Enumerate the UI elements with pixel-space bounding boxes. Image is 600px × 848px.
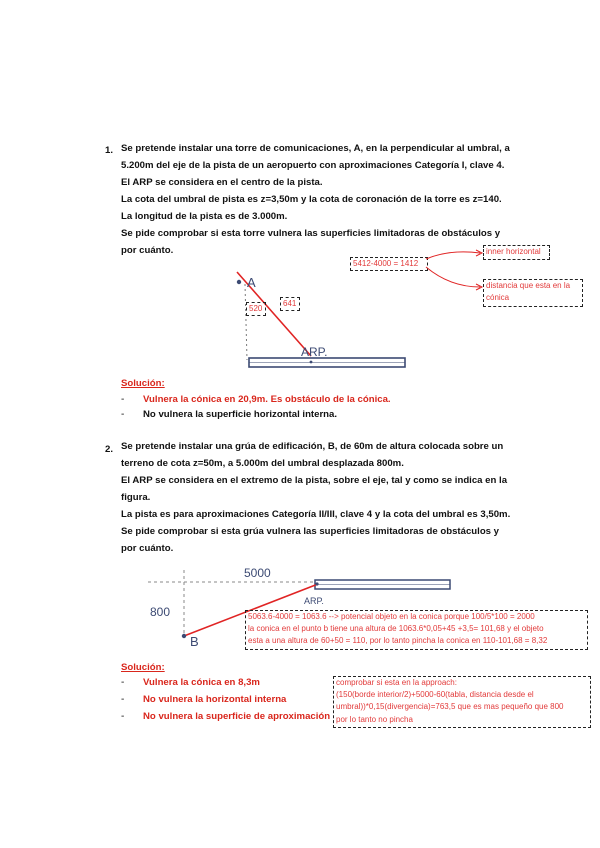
solution-2-dash-3: -	[121, 711, 125, 722]
annotation-641: 641	[280, 297, 300, 311]
solution-2-item-2: No vulnera la horizontal interna	[143, 694, 287, 705]
point-a-label: A	[247, 275, 256, 290]
solution-2-item-1: Vulnera la cónica en 8,3m	[143, 677, 260, 688]
arp-label-1: ARP.	[301, 345, 328, 359]
solution-1-dash-2: -	[121, 409, 125, 420]
solution-1-item-1: Vulnera la cónica en 20,9m. Es obstáculo de la cónica.	[143, 394, 391, 405]
point-b-label: B	[190, 634, 199, 649]
problem-1-line-4: La cota del umbral de pista es z=3,50m y la cota de coronación de la torre es z=140.	[121, 194, 502, 205]
solution-2-dash-2: -	[121, 694, 125, 705]
annotation-520: 520	[246, 302, 266, 316]
offset-800-label: 800	[150, 605, 171, 619]
problem-1-line-7: por cuánto.	[121, 245, 174, 256]
problem-1-figure	[225, 262, 415, 387]
solution-1-title: Solución:	[121, 378, 165, 389]
annotation-approach-calc: comprobar si esta en la approach: (150(borde interior/2)+5000-60(tabla, distancia desde el umbral))*0,15(divergencia)=763,5 que es mas pequeño que 800 por lo tanto no pincha	[333, 676, 591, 728]
problem-1-line-3: El ARP se considera en el centro de la pista.	[121, 177, 323, 188]
problem-2-number: 2.	[105, 444, 114, 455]
problem-2-line-4: figura.	[121, 492, 151, 503]
problem-2-line-3: El ARP se considera en el extremo de la pista, sobre el eje, tal y como se indica en la	[121, 475, 508, 486]
solution-1-item-2: No vulnera la superficie horizontal interna.	[143, 409, 338, 420]
solution-1-dash-1: -	[121, 394, 125, 405]
problem-1-line-5: La longitud de la pista es de 3.000m.	[121, 211, 288, 222]
problem-1-line-2: 5.200m del eje de la pista de un aeropuerto con aproximaciones Categoría I, clave 4.	[121, 160, 505, 171]
arp-label-2: ARP.	[304, 596, 324, 606]
problem-2-line-1: Se pretende instalar una grúa de edificación, B, de 60m de altura colocada sobre un	[121, 441, 504, 452]
arp-marker-1	[310, 361, 313, 364]
point-a-marker	[237, 280, 241, 284]
distance-5000-label: 5000	[244, 566, 271, 580]
annotation-inner-horizontal: inner horizontal	[483, 245, 550, 260]
problem-2-line-2: terreno de cota z=50m, a 5.000m del umbral desplazada 800m.	[121, 458, 404, 469]
annotation-calc-1412: 5412-4000 = 1412	[350, 257, 428, 271]
problem-1-line-6: Se pide comprobar si esta torre vulnera las superficies limitadoras de obstáculos y	[121, 228, 501, 239]
arp-marker-2	[315, 582, 318, 585]
annotation-distance-conical: distancia que esta en la cónica	[483, 279, 583, 307]
annotation-connectors-1	[420, 245, 490, 295]
problem-1-number: 1.	[105, 145, 114, 156]
problem-1-line-1: Se pretende instalar una torre de comunicaciones, A, en la perpendicular al umbral, a	[121, 143, 510, 154]
point-b-marker	[182, 634, 186, 638]
problem-2-line-5: La pista es para aproximaciones Categoría II/III, clave 4 y la cota del umbral es 3,50m.	[121, 509, 511, 520]
solution-2-dash-1: -	[121, 677, 125, 688]
annotation-conical-calc: 5063.6-4000 = 1063.6 --> potencial objeto en la conica porque 100/5*100 = 2000 la conica en el punto b tiene una altura de 1063.6*0,05+45 +3,5= 101,68 y el objeto esta a una altura de 60+50 = 110, por lo tanto pincha la conica en 110-101,68 = 8,32	[245, 610, 588, 650]
problem-2-line-6: Se pide comprobar si esta grúa vulnera las superficies limitadoras de obstáculos y	[121, 526, 500, 537]
solution-2-title: Solución:	[121, 662, 165, 673]
solution-2-item-3: No vulnera la superficie de aproximación	[143, 711, 331, 722]
problem-2-line-7: por cuánto.	[121, 543, 174, 554]
perpendicular-line-1	[245, 284, 247, 360]
